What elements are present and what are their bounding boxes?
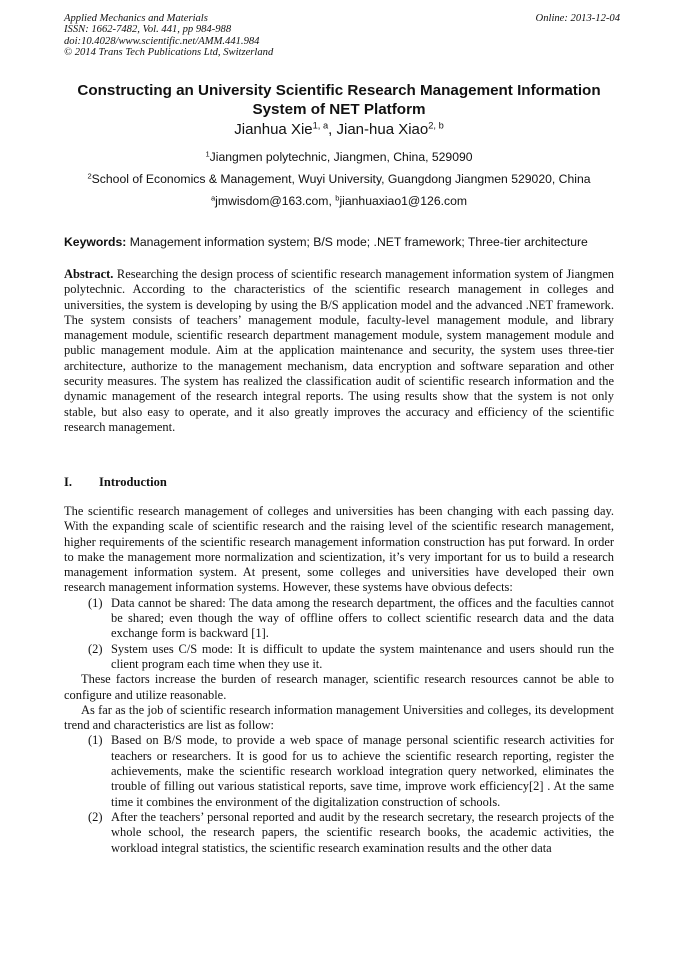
author-affiliation-mark: 2, b [428,120,444,131]
author-name: Jianhua Xie [234,121,313,138]
email-mark: b [335,193,340,203]
section-number: I. [64,475,72,489]
section-heading-introduction [64,475,167,490]
affiliation-text: School of Economics & Management, Wuyi University, Guangdong Jiangmen 529020, China [91,172,591,186]
list-item-text: Based on B/S mode, to provide a web space of manage personal scientific research activities for teachers or researchers. It is good for us to achieve the scientific research reporting, register the achievements, make the scientific research workload integration query networked, eliminates the trouble of filling out various statistical reports, save time, improve work efficiency[2] . At the same time it combines the environment of the digitalization construction of schools. [111,733,614,809]
list-item-text: Data cannot be shared: The data among the research department, the offices and the faculties cannot be shared; even though the way of offline offers to collect scientific research data and the data exchange form is backward [1]. [111,595,614,641]
paper-title: Constructing an University Scientific Research Management Information System of NET Platform [77,82,601,118]
defect-list-item [64,596,614,642]
list-item-text: System uses C/S mode: It is difficult to update the system maintenance and users should run the client program each time when they use it. [111,641,614,671]
abstract-text: Researching the design process of scientific research management information system of Jiangmen polytechnic. According to the characteristics of the scientific research management in colleges and universities, the system is developing by using the B/S application model and the advanced .NET framework. The system consists of teachers’ management module, faculty-level management module, and library management module, scientific research department management module, system management module and public management module. Aim at the application maintenance and security, the system uses three-tier architecture, authorize to the management mechanism, data encryption and software separation and other security measures. The system has realized the classification audit of scientific research information and the dynamic management of the research integral reports. The using results show that the system is not only stable, but also easy to operate, and it also greatly improves the accuracy and efficiency of the scientific research management. [64,267,614,434]
email-link[interactable]: jianhuaxiao1@126.com [339,194,468,208]
abstract-label: Abstract. [64,267,114,281]
intro-paragraph: These factors increase the burden of research manager, scientific research resources cannot be able to configure and utilize reasonable. [64,672,614,702]
list-item-text: After the teachers’ personal reported and audit by the research secretary, the research projects of the whole school, the research papers, the scientific research books, the academic activities, the workload integral statistics, the scientific research examination results and the other data [111,809,614,855]
copyright-line: © 2014 Trans Tech Publications Ltd, Switzerland [64,47,274,59]
email-link[interactable]: jmwisdom@163.com [215,194,329,208]
trend-list-item [64,733,614,809]
list-marker: (2) [88,809,103,824]
email-separator: , [328,194,336,208]
affiliation-text: Jiangmen polytechnic, Jiangmen, China, 529090 [209,150,473,164]
author-emails [40,194,638,208]
doi-line: doi:10.4028/www.scientific.net/AMM.441.984 [64,35,260,47]
author-affiliation-mark: 1, a [312,120,329,131]
section-title: Introduction [99,475,167,489]
intro-paragraph: The scientific research management of colleges and universities has been changing with each passing day. With the expanding scale of scientific research and the raising level of the scientific research management, higher requirements of the scientific research management information construction has put forward. In order to make the management more normalization and scientization, it’s very important for us to build a research management information system. At present, some colleges and universities have developed their own research management information systems. However, these systems have obvious defects: [64,504,614,595]
author-separator: , [328,121,337,138]
issn-line: ISSN: 1662-7482, Vol. 441, pp 984-988 [64,24,232,36]
defect-list-item [64,642,614,673]
keywords-text: Management information system; B/S mode; .NET framework; Three-tier architecture [126,235,588,249]
affiliation-mark: 2 [87,171,92,181]
list-marker: (2) [88,641,103,656]
journal-name: Applied Mechanics and Materials [64,13,208,24]
journal-header [64,13,273,59]
affiliation-2 [40,172,638,186]
list-marker: (1) [88,733,103,748]
trend-list-item [64,810,614,856]
abstract [64,267,614,435]
author-name: Jian-hua Xiao [336,121,429,138]
list-marker: (1) [88,595,103,610]
affiliation-1 [40,150,638,164]
intro-paragraph: As far as the job of scientific research information management Universities and colleges, its development trend and characteristics are list as follow: [64,702,614,733]
affiliation-mark: 1 [205,149,210,159]
keywords-label: Keywords: [64,235,127,249]
email-mark: a [210,193,216,203]
introduction-body [64,504,614,856]
online-date: Online: 2013-12-04 [535,13,620,24]
author-list [56,121,622,139]
keywords [64,235,624,249]
